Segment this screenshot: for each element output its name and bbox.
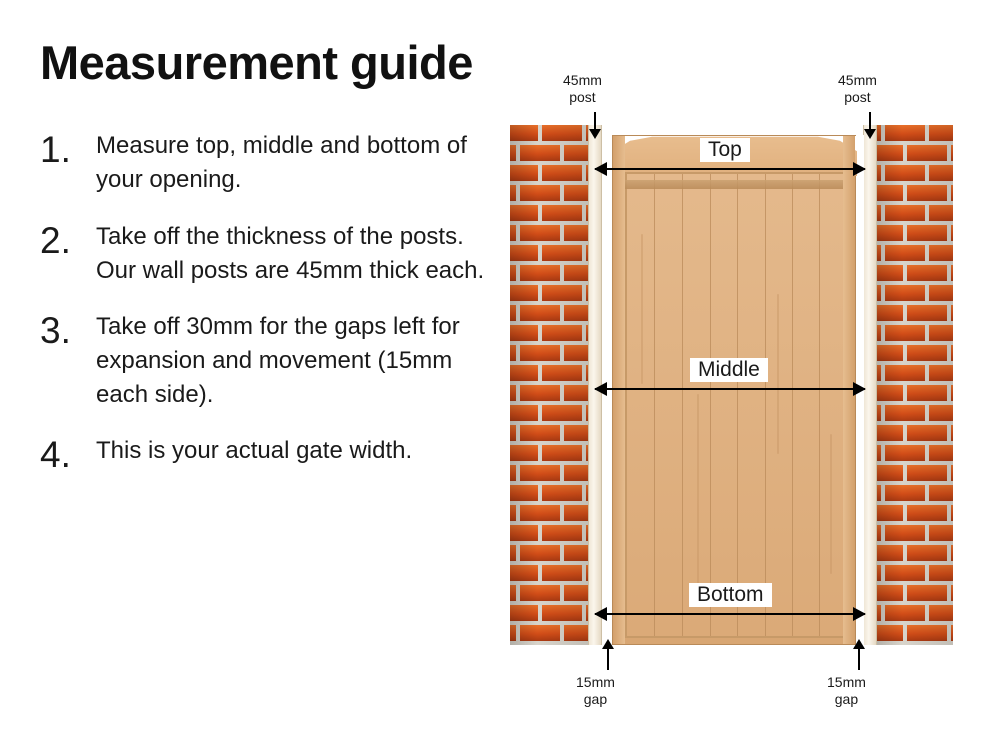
callout-post-right-line1: 45mm [838, 72, 877, 88]
instructions-panel [40, 38, 510, 495]
gate-edge-left [613, 136, 625, 644]
measure-label-top: Top [700, 138, 750, 162]
callout-gap-right-line2: gap [834, 690, 859, 707]
page-title: Measurement guide [40, 36, 473, 89]
step-text: Measure top, middle and bottom of your opening. [96, 132, 467, 194]
callout-post-left [563, 72, 602, 106]
step-item [40, 434, 510, 473]
callout-post-left-line1: 45mm [563, 72, 602, 88]
leader-gap-right [858, 648, 860, 670]
leader-post-left [594, 112, 596, 130]
callout-post-right [838, 72, 877, 106]
step-item [40, 220, 510, 288]
measure-arrow-bottom [595, 613, 865, 615]
measure-label-bottom: Bottom [689, 583, 772, 607]
leader-gap-left [607, 648, 609, 670]
callout-gap-left-line1: 15mm [576, 674, 615, 690]
callout-post-left-line2: post [569, 88, 596, 105]
leader-post-right [869, 112, 871, 130]
step-item [40, 129, 510, 197]
step-number: 4. [40, 433, 71, 475]
gate-frame [625, 172, 845, 638]
callout-post-right-line2: post [844, 88, 871, 105]
gate-diagram [505, 60, 975, 720]
measure-label-middle: Middle [690, 358, 768, 382]
measure-arrow-top [595, 168, 865, 170]
callout-gap-left [576, 674, 615, 708]
step-text: Take off 30mm for the gaps left for expansion and movement (15mm each side). [96, 312, 460, 408]
gate-panel [612, 135, 856, 645]
step-number: 1. [40, 129, 71, 171]
callout-gap-left-line2: gap [583, 690, 608, 707]
callout-gap-right [827, 674, 866, 708]
brick-wall-right [875, 125, 953, 645]
step-item [40, 310, 510, 412]
step-text: Take off the thickness of the posts. Our wall posts are 45mm thick each. [96, 222, 485, 284]
step-text: This is your actual gate width. [96, 436, 413, 464]
callout-gap-right-line1: 15mm [827, 674, 866, 690]
brick-wall-left [510, 125, 588, 645]
measure-arrow-middle [595, 388, 865, 390]
step-number: 2. [40, 219, 71, 261]
step-number: 3. [40, 309, 71, 351]
